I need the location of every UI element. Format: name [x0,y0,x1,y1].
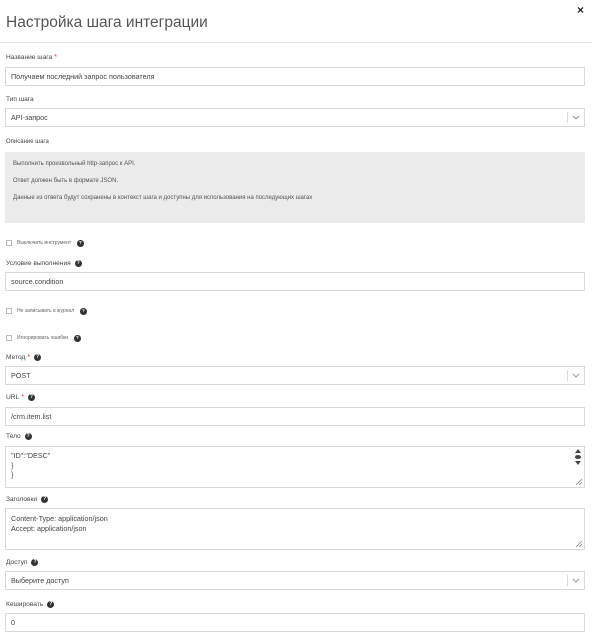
no-log-checkbox[interactable] [6,308,12,314]
cache-label: Кешировать ? [6,601,53,608]
help-icon[interactable]: ? [79,240,82,245]
condition-label: Условие выполнения ? [6,260,80,267]
access-select[interactable]: Выберите доступ [5,571,585,590]
header-divider [0,42,592,43]
body-line: } [11,460,14,470]
condition-input[interactable]: source.condition [5,272,585,291]
body-textarea[interactable] [5,446,585,488]
method-label: Метод * ? [6,354,40,361]
description-line: Данные из ответа будут сохранены в контекст шага и доступны для использования на последующих шагах [13,195,313,201]
help-icon[interactable]: ? [76,260,80,266]
ignore-errors-row [6,335,81,342]
no-log-label: Не записывать в журнал [17,308,75,315]
ignore-errors-label: Игнорировать ошибки [17,335,69,342]
help-icon[interactable]: ? [36,354,40,360]
step-type-label: Тип шага [6,96,34,103]
chevron-down-icon[interactable] [567,370,584,381]
required-mark: * [21,394,24,401]
disable-tool-checkbox[interactable] [6,240,12,246]
help-icon[interactable]: ? [75,335,79,340]
scroll-up-icon[interactable] [575,449,581,453]
resize-handle-icon[interactable] [576,541,582,547]
access-label: Доступ ? [6,559,37,566]
scroll-down-icon[interactable] [575,461,581,465]
headers-line: Accept: application/json [11,523,87,533]
headers-textarea[interactable] [5,508,585,550]
cache-input[interactable]: 0 [5,613,585,632]
no-log-row [6,308,87,315]
chevron-down-icon[interactable] [567,112,584,123]
disable-tool-label: Выключить инструмент [17,240,72,247]
scroll-thumb[interactable] [575,455,581,459]
step-name-label: Название шага * [6,54,57,61]
url-label: URL * ? [6,394,33,401]
help-icon[interactable]: ? [49,601,53,607]
help-icon[interactable]: ? [81,308,85,313]
ignore-errors-checkbox[interactable] [6,335,12,341]
required-mark: * [27,354,31,361]
step-description-box [5,152,585,223]
help-icon[interactable]: ? [43,496,47,502]
required-mark: * [54,54,57,61]
body-line: "ID":"DESC" [11,451,51,460]
body-label: Тело ? [6,433,30,440]
step-type-select[interactable]: API-запрос [5,108,585,127]
disable-tool-row [6,240,84,247]
resize-handle-icon[interactable] [576,479,582,485]
description-line: Ответ должен быть в формате JSON. [13,178,119,184]
headers-label: Заголовки ? [6,496,47,503]
close-icon[interactable]: × [577,3,585,17]
help-icon[interactable]: ? [26,433,30,439]
body-line: } [11,470,14,479]
method-select[interactable]: POST [5,366,585,385]
modal-title: Настройка шага интеграции [6,14,208,31]
description-line: Выполнить произвольный http-запрос к API. [13,161,136,167]
help-icon[interactable]: ? [29,394,33,400]
help-icon[interactable]: ? [33,559,37,565]
url-input[interactable]: /crm.item.list [5,407,585,426]
step-description-label: Описание шага [6,139,49,145]
chevron-down-icon[interactable] [567,575,584,586]
headers-line: Content-Type: application/json [11,514,108,523]
step-name-input[interactable]: Получаем последний запрос пользователя [5,67,585,86]
